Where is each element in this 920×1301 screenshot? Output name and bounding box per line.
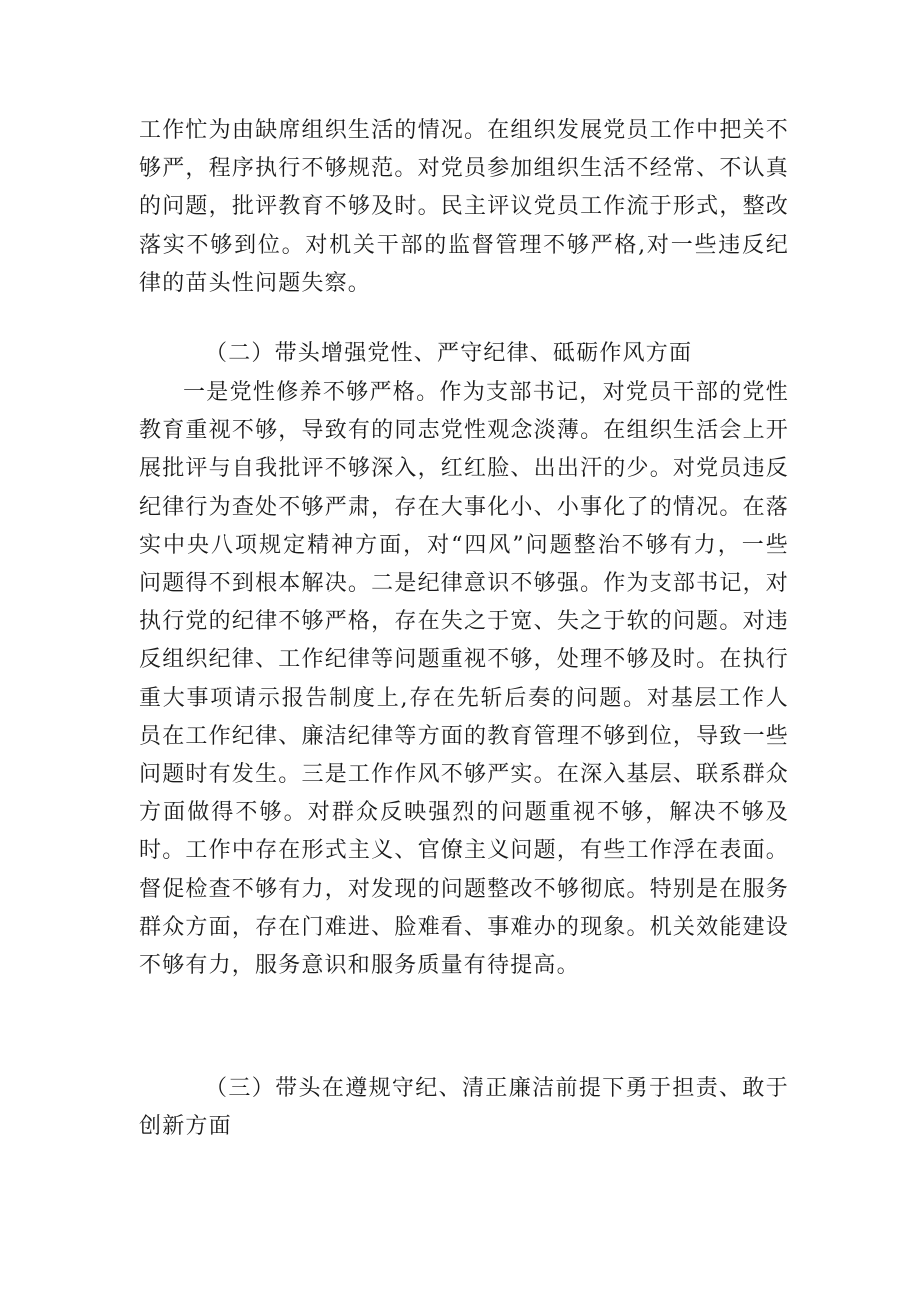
body-paragraph-party-spirit: 一是党性修养不够严格。作为支部书记，对党员干部的党性教育重视不够，导致有的同志党性观念淡薄。在组织生活会上开展批评与自我批评不够深入，红红脸、出出汗的少。对党员违反纪律行为查处不够严肃，存在大事化小、小事化了的情况。在落实中央八项规定精神方面，对“四风”问题整治不够有力，一些问题得不到根本解决。二是纪律意识不够强。作为支部书记，对执行党的纪律不够严格，存在失之于宽、失之于软的问题。对违反组织纪律、工作纪律等问题重视不够，处理不够及时。在执行重大事项请示报告制度上,存在先斩后奏的问题。对基层工作人员在工作纪律、廉洁纪律等方面的教育管理不够到位，导致一些问题时有发生。三是工作作风不够严实。在深入基层、联系群众方面做得不够。对群众反映强烈的问题重视不够，解决不够及时。工作中存在形式主义、官僚主义问题，有些工作浮在表面。督促检查不够有力，对发现的问题整改不够彻底。特别是在服务群众方面，存在门难进、脸难看、事难办的现象。机关效能建设不够有力，服务意识和服务质量有待提高。 (139, 380, 789, 979)
body-paragraph-continuation: 工作忙为由缺席组织生活的情况。在组织发展党员工作中把关不够严，程序执行不够规范。对党员参加组织生活不经常、不认真的问题，批评教育不够及时。民主评议党员工作流于形式，整改落实不够到位。对机关干部的监督管理不够严格,对一些违反纪律的苗头性问题失察。 (139, 118, 789, 296)
section-heading-2: （二）带头增强党性、严守纪律、砥砺作风方面 (205, 341, 693, 366)
section-heading-3: （三）带头在遵规守纪、清正廉洁前提下勇于担责、敢于创新方面 (139, 1076, 789, 1140)
